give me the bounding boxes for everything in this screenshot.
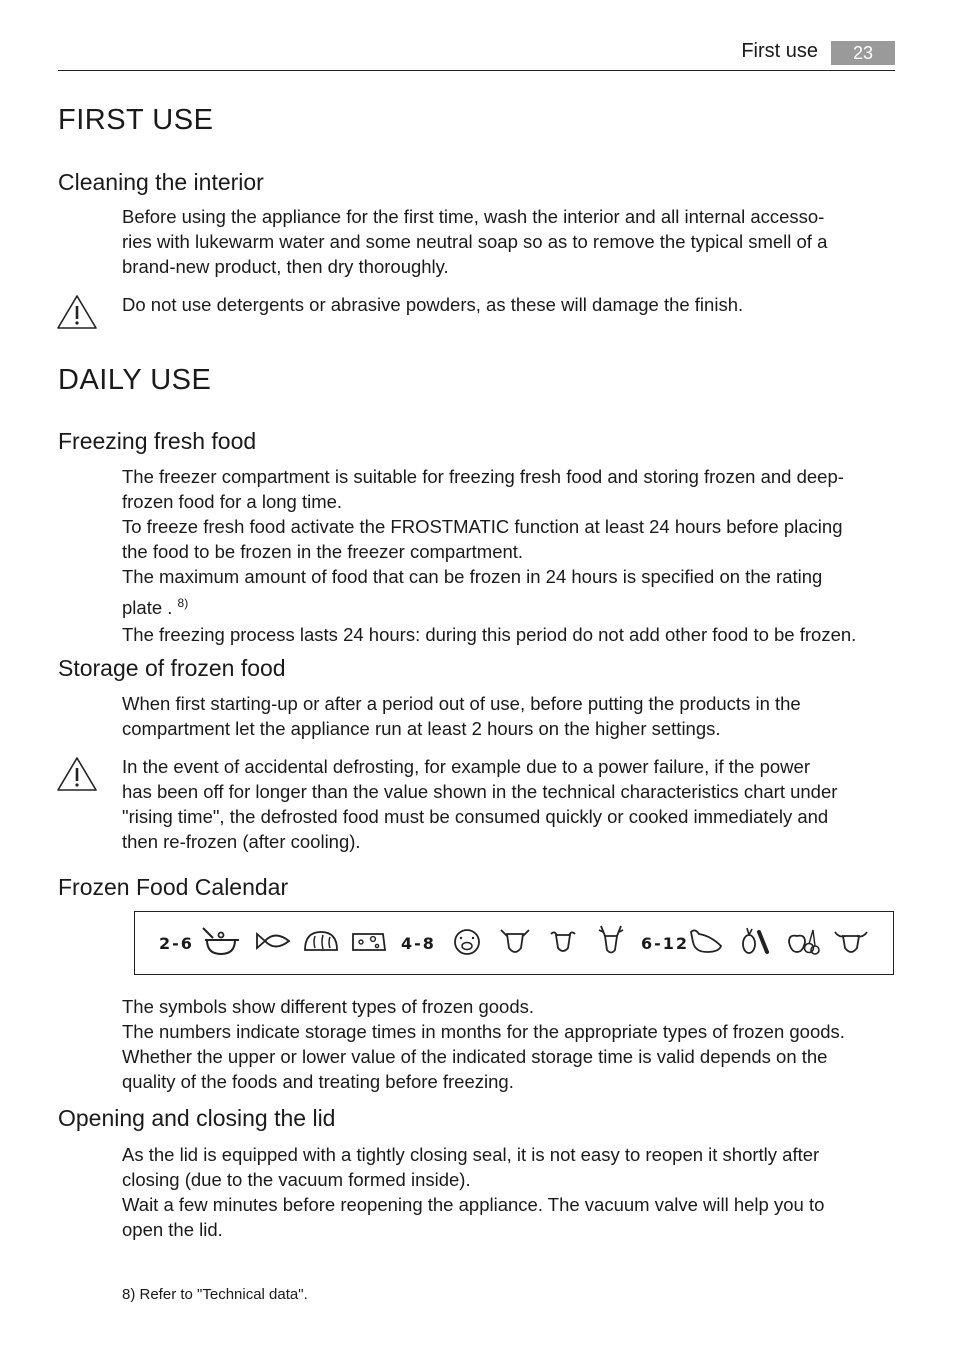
warning-text-defrosting [122, 754, 897, 854]
text-line: compartment let the appliance run at least 2 hours on the higher settings. [122, 718, 721, 739]
text-line: Before using the appliance for the first time, wash the interior and all internal accesso- [122, 206, 825, 227]
text-line: ries with lukewarm water and some neutral soap so as to remove the typical smell of a [122, 231, 828, 252]
paragraph-cleaning [122, 204, 897, 279]
text-line: has been off for longer than the value shown in the technical characteristics chart under [122, 781, 838, 802]
text-line [122, 589, 897, 622]
header-rule [58, 70, 895, 71]
lamb-icon [543, 924, 583, 958]
fruit-icon [783, 924, 823, 958]
heading-cleaning-interior: Cleaning the interior [58, 169, 264, 195]
text-line: frozen food for a long time. [122, 491, 343, 512]
paragraph-storage [122, 691, 897, 741]
storage-range-2-6: 2-6 [159, 934, 194, 953]
vegetables-icon [735, 924, 775, 958]
paragraph-lid [122, 1142, 897, 1242]
paragraph-freezing [122, 464, 897, 647]
text-line: Do not use detergents or abrasive powders, as these will damage the finish. [122, 294, 744, 315]
text-line: As the lid is equipped with a tightly closing seal, it is not easy to reopen it shortly after [122, 1144, 820, 1165]
section-title-first-use: FIRST USE [58, 104, 214, 136]
storage-range-4-8: 4-8 [401, 934, 436, 953]
text-line: The numbers indicate storage times in months for the appropriate types of frozen goods. [122, 1021, 845, 1042]
text-line: In the event of accidental defrosting, for example due to a power failure, if the power [122, 756, 810, 777]
text-line: then re-frozen (after cooling). [122, 831, 361, 852]
rating-plate-link[interactable]: plate . [122, 597, 173, 619]
page-number: 23 [831, 41, 895, 65]
footnote-ref: 8) [177, 596, 189, 610]
text-line: the food to be frozen in the freezer compartment. [122, 541, 524, 562]
heading-freezing-fresh-food: Freezing fresh food [58, 428, 257, 454]
fish-icon [253, 924, 293, 958]
text-line: Wait a few minutes before reopening the appliance. The vacuum valve will help you to [122, 1194, 825, 1215]
text-line: When first starting-up or after a period out of use, before putting the products in the [122, 693, 801, 714]
warning-text-detergents [122, 292, 897, 317]
heading-storage-frozen-food: Storage of frozen food [58, 655, 286, 681]
beef-icon [831, 924, 871, 958]
text-line: The freezing process lasts 24 hours: during this period do not add other food to be frozen. [122, 624, 857, 646]
section-title-daily-use: DAILY USE [58, 364, 212, 396]
running-header-title: First use [741, 40, 818, 62]
footnote: 8) Refer to "Technical data". [122, 1286, 308, 1303]
warning-icon [56, 294, 98, 330]
deer-icon [591, 924, 631, 958]
text-line: quality of the foods and treating before freezing. [122, 1071, 514, 1092]
text-line: To freeze fresh food activate the FROSTMATIC function at least 24 hours before placing [122, 516, 843, 537]
text-line: Whether the upper or lower value of the indicated storage time is valid depends on the [122, 1046, 828, 1067]
text-line: The maximum amount of food that can be frozen in 24 hours is specified on the rating [122, 566, 823, 587]
bread-icon [301, 924, 341, 958]
calf-icon [495, 924, 535, 958]
warning-icon [56, 756, 98, 792]
frozen-food-calendar [134, 911, 894, 975]
text-line: open the lid. [122, 1219, 223, 1240]
paragraph-calendar [122, 994, 897, 1094]
text-line: brand-new product, then dry thoroughly. [122, 256, 449, 277]
poultry-icon [687, 924, 727, 958]
text-line: "rising time", the defrosted food must be consumed quickly or cooked immediately and [122, 806, 829, 827]
text-line: closing (due to the vacuum formed inside). [122, 1169, 471, 1190]
pig-icon [447, 924, 487, 958]
soup-pot-icon [201, 924, 241, 958]
heading-opening-closing-lid: Opening and closing the lid [58, 1105, 336, 1131]
heading-frozen-food-calendar: Frozen Food Calendar [58, 874, 289, 900]
cheese-icon [349, 924, 389, 958]
text-line: The symbols show different types of frozen goods. [122, 996, 535, 1017]
text-line: The freezer compartment is suitable for freezing fresh food and storing frozen and deep- [122, 466, 844, 487]
storage-range-6-12: 6-12 [641, 934, 690, 953]
